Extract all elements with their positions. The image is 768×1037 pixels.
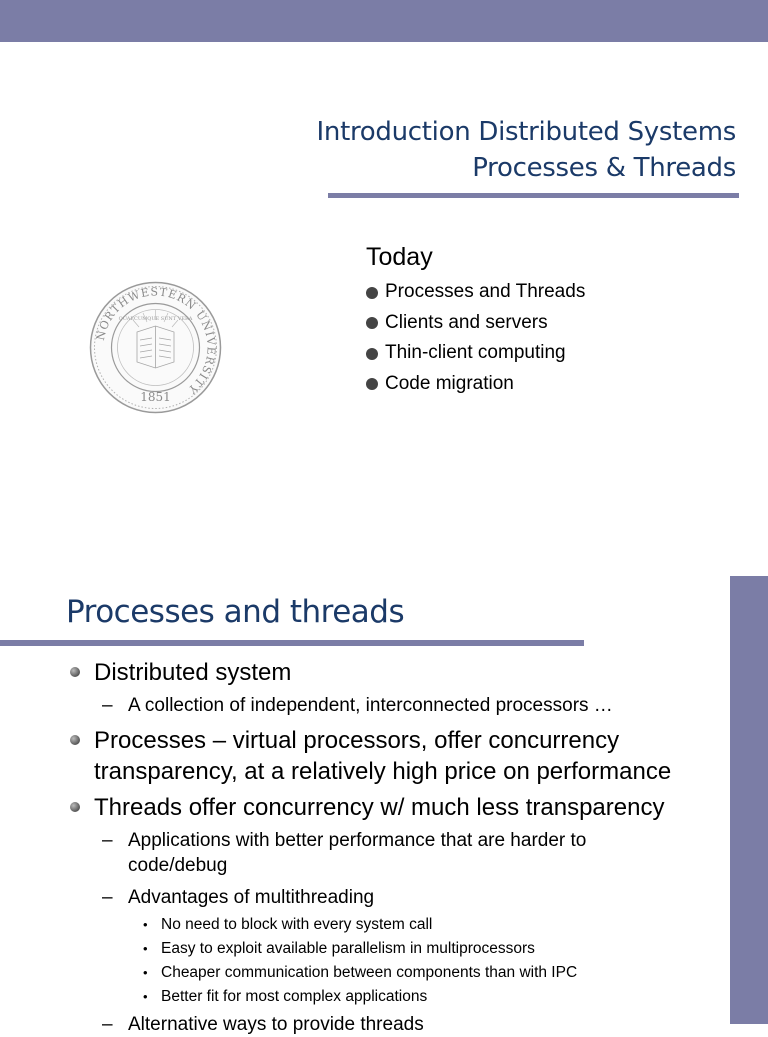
bullet-dot-icon bbox=[70, 735, 80, 745]
slide2-side-bar bbox=[730, 576, 768, 1024]
slide1-heading: Today bbox=[366, 243, 433, 271]
seal-year: 1851 bbox=[140, 390, 171, 404]
advantage-item: • Cheaper communication between components than with IPC bbox=[143, 964, 578, 981]
bullet-threads: Threads offer concurrency w/ much less transparency bbox=[94, 792, 664, 823]
advantage-item: • Easy to exploit available parallelism in multiprocessors bbox=[143, 940, 535, 957]
list-item: Clients and servers bbox=[366, 308, 585, 339]
sub-bullet-advantages: – Advantages of multithreading bbox=[102, 887, 375, 908]
bullet-dot-icon bbox=[70, 667, 80, 677]
bullet-processes: Processes – virtual processors, offer concurrency transparency, at a relatively high price on performance bbox=[94, 725, 671, 787]
list-item: Thin-client computing bbox=[366, 338, 585, 369]
advantage-item: • No need to block with every system call bbox=[143, 916, 433, 933]
slide1-title-line1: Introduction Distributed Systems bbox=[316, 117, 736, 147]
bullet-distributed-system: Distributed system bbox=[94, 657, 291, 688]
slide1-bullet-list bbox=[366, 277, 585, 399]
bullet-dot-icon bbox=[366, 378, 378, 390]
list-item: Code migration bbox=[366, 369, 585, 400]
bullet-dot-icon bbox=[70, 802, 80, 812]
sub-bullet-collection: – A collection of independent, interconnected processors … bbox=[102, 695, 613, 716]
slide1-title-rule bbox=[328, 193, 739, 198]
slide1-title bbox=[317, 114, 736, 186]
university-seal-logo bbox=[88, 280, 223, 415]
sub-bullet-applications: – Applications with better performance that are harder to code/debug bbox=[102, 830, 587, 876]
slide1-top-bar bbox=[0, 0, 768, 42]
sub-bullet-alternatives: – Alternative ways to provide threads bbox=[102, 1014, 424, 1035]
slide1-title-line2: Processes & Threads bbox=[472, 153, 736, 183]
seal-ring-text: NORTHWESTERN UNIVERSITY bbox=[93, 285, 218, 397]
advantage-item: • Better fit for most complex applications bbox=[143, 988, 428, 1005]
seal-motto: QUAECUMQUE SUNT VERA bbox=[118, 316, 193, 322]
bullet-dot-icon bbox=[366, 287, 378, 299]
slide2-title-rule bbox=[0, 640, 584, 646]
list-item: Processes and Threads bbox=[366, 277, 585, 308]
slide2-title: Processes and threads bbox=[66, 594, 405, 630]
bullet-dot-icon bbox=[366, 348, 378, 360]
bullet-dot-icon bbox=[366, 317, 378, 329]
